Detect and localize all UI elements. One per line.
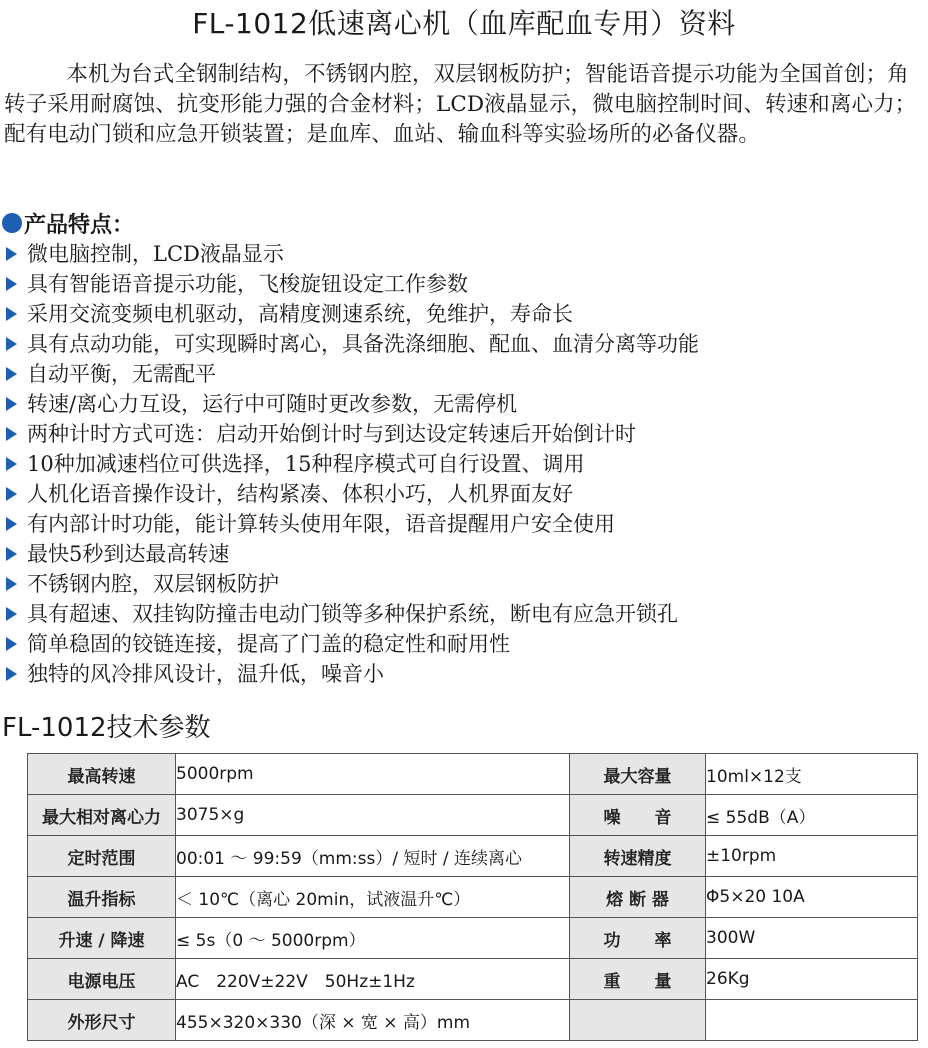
spec-value: Φ5×20 10A — [706, 877, 918, 918]
spec-label: 功 率 — [570, 918, 706, 959]
triangle-bullet-icon — [6, 487, 17, 501]
feature-item — [4, 359, 699, 389]
feature-item — [4, 389, 699, 419]
feature-item — [4, 569, 699, 599]
table-row — [28, 836, 918, 877]
features-heading — [2, 208, 134, 238]
spec-value: 10ml×12支 — [706, 754, 918, 795]
feature-text: 转速/离心力互设，运行中可随时更改参数，无需停机 — [27, 392, 518, 416]
spec-value: 455×320×330（深 × 宽 × 高）mm — [176, 1000, 570, 1041]
spec-value: 3075×g — [176, 795, 570, 836]
feature-text: 具有超速、双挂钩防撞击电动门锁等多种保护系统，断电有应急开锁孔 — [27, 602, 678, 626]
feature-text: 不锈钢内腔，双层钢板防护 — [27, 572, 279, 596]
spec-value: 5000rpm — [176, 754, 570, 795]
table-row — [28, 754, 918, 795]
feature-text: 两种计时方式可选：启动开始倒计时与到达设定转速后开始倒计时 — [27, 422, 636, 446]
spec-value: 26Kg — [706, 959, 918, 1000]
triangle-bullet-icon — [6, 307, 17, 321]
feature-text: 10种加减速档位可供选择，15种程序模式可自行设置、调用 — [27, 452, 585, 476]
spec-label: 熔 断 器 — [570, 877, 706, 918]
feature-item — [4, 509, 699, 539]
feature-list — [4, 239, 699, 689]
intro-paragraph: 本机为台式全钢制结构，不锈钢内腔，双层钢板防护；智能语音提示功能为全国首创；角转子采用耐腐蚀、抗变形能力强的合金材料；LCD液晶显示，微电脑控制时间、转速和离心力；配有电动门锁和应急开锁装置；是血库、血站、输血科等实验场所的必备仪器。 — [4, 62, 917, 147]
spec-label: 重 量 — [570, 959, 706, 1000]
feature-item — [4, 479, 699, 509]
spec-value: ＜ 10℃（离心 20min，试液温升℃） — [176, 877, 570, 918]
feature-text: 微电脑控制，LCD液晶显示 — [27, 242, 284, 266]
feature-text: 有内部计时功能，能计算转头使用年限，语音提醒用户安全使用 — [27, 512, 615, 536]
feature-text: 具有智能语音提示功能，飞梭旋钮设定工作参数 — [27, 272, 468, 296]
spec-value: 300W — [706, 918, 918, 959]
triangle-bullet-icon — [6, 457, 17, 471]
spec-label: 定时范围 — [28, 836, 176, 877]
feature-item — [4, 659, 699, 689]
feature-item — [4, 449, 699, 479]
spec-label: 升速 / 降速 — [28, 918, 176, 959]
feature-text: 人机化语音操作设计，结构紧凑、体积小巧，人机界面友好 — [27, 482, 573, 506]
spec-heading: FL-1012技术参数 — [2, 713, 211, 743]
feature-item — [4, 419, 699, 449]
feature-text: 采用交流变频电机驱动，高精度测速系统，免维护，寿命长 — [27, 302, 573, 326]
feature-item — [4, 539, 699, 569]
feature-text: 自动平衡，无需配平 — [27, 362, 216, 386]
table-row — [28, 918, 918, 959]
triangle-bullet-icon — [6, 517, 17, 531]
triangle-bullet-icon — [6, 637, 17, 651]
spec-value: ≤ 5s（0 ～ 5000rpm） — [176, 918, 570, 959]
feature-item — [4, 329, 699, 359]
features-heading-label: 产品特点： — [24, 211, 135, 238]
spec-value: AC 220V±22V 50Hz±1Hz — [176, 959, 570, 1000]
spec-table — [27, 753, 918, 1041]
triangle-bullet-icon — [6, 577, 17, 591]
table-row — [28, 1000, 918, 1041]
feature-item — [4, 599, 699, 629]
triangle-bullet-icon — [6, 547, 17, 561]
feature-text: 最快5秒到达最高转速 — [27, 542, 230, 566]
spec-label: 最高转速 — [28, 754, 176, 795]
triangle-bullet-icon — [6, 247, 17, 261]
spec-value — [706, 1000, 918, 1041]
spec-label: 电源电压 — [28, 959, 176, 1000]
bullet-dot-icon — [2, 213, 22, 233]
spec-label — [570, 1000, 706, 1041]
triangle-bullet-icon — [6, 277, 17, 291]
spec-label: 转速精度 — [570, 836, 706, 877]
triangle-bullet-icon — [6, 607, 17, 621]
spec-value: 00:01 ～ 99:59（mm:ss）/ 短时 / 连续离心 — [176, 836, 570, 877]
feature-text: 独特的风冷排风设计，温升低，噪音小 — [27, 662, 384, 686]
table-row — [28, 795, 918, 836]
spec-label: 温升指标 — [28, 877, 176, 918]
spec-value: ≤ 55dB（A） — [706, 795, 918, 836]
table-row — [28, 959, 918, 1000]
triangle-bullet-icon — [6, 337, 17, 351]
feature-item — [4, 239, 699, 269]
triangle-bullet-icon — [6, 427, 17, 441]
table-row — [28, 877, 918, 918]
feature-item — [4, 299, 699, 329]
page-title: FL-1012低速离心机（血库配血专用）资料 — [192, 7, 736, 40]
spec-label: 最大容量 — [570, 754, 706, 795]
spec-value: ±10rpm — [706, 836, 918, 877]
feature-text: 具有点动功能，可实现瞬时离心，具备洗涤细胞、配血、血清分离等功能 — [27, 332, 699, 356]
triangle-bullet-icon — [6, 367, 17, 381]
spec-label: 外形尺寸 — [28, 1000, 176, 1041]
triangle-bullet-icon — [6, 397, 17, 411]
triangle-bullet-icon — [6, 667, 17, 681]
feature-text: 简单稳固的铰链连接，提高了门盖的稳定性和耐用性 — [27, 632, 510, 656]
spec-label: 最大相对离心力 — [28, 795, 176, 836]
feature-item — [4, 269, 699, 299]
feature-item — [4, 629, 699, 659]
spec-label: 噪 音 — [570, 795, 706, 836]
